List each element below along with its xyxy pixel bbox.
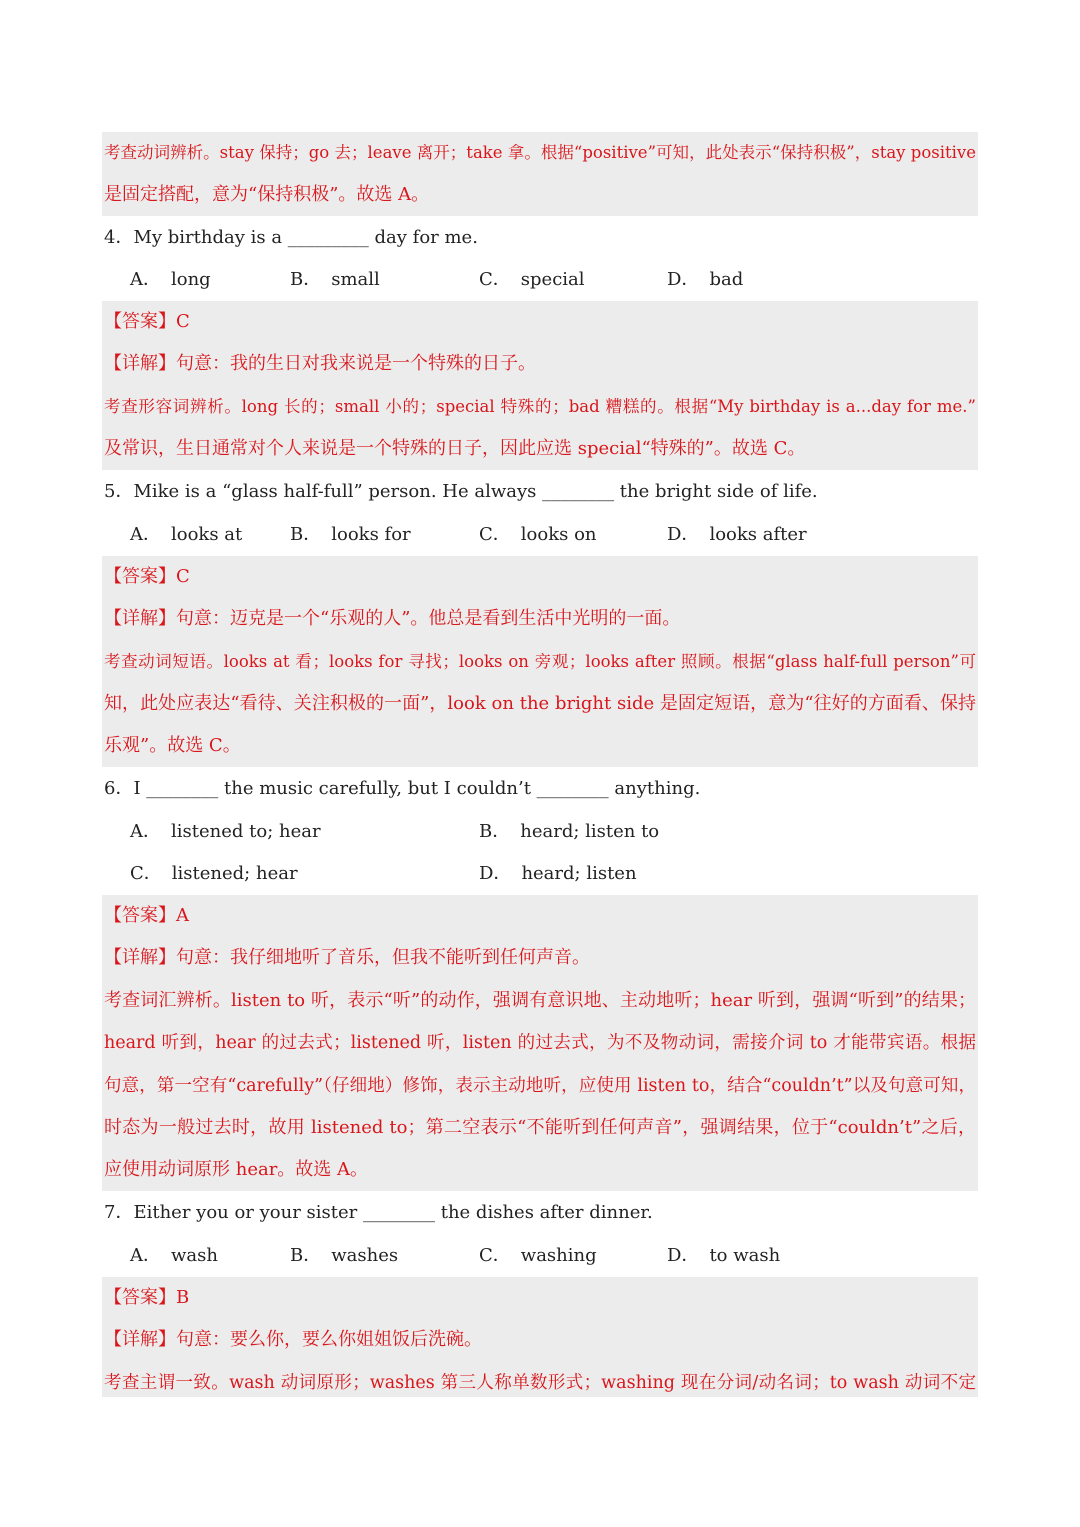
answer-tag: 【答案】: [104, 905, 176, 926]
q3-explain-line-1: 考查动词辨析。stay 保持；go 去；leave 离开；take 拿。根据“positive”可知，此处表示“保持积极”，stay positive: [104, 143, 976, 162]
detail-meaning: 句意：要么你，要么你姐姐饭后洗碗。: [176, 1329, 482, 1350]
detail-tag: 【详解】: [104, 353, 176, 374]
q5-explain-line-2: 知，此处应表达“看待、关注积极的一面”，look on the bright side 是固定短语，意为“往好的方面看、保持: [104, 693, 976, 714]
detail-tag: 【详解】: [104, 947, 176, 968]
answer-tag: 【答案】: [104, 566, 176, 587]
q6-option-c: C． listened; hear: [130, 863, 298, 884]
q6-answer: [104, 895, 976, 937]
q7-option-a: A． wash: [130, 1245, 218, 1266]
q7-option-d: D． to wash: [667, 1245, 781, 1266]
q7-option-b: B． washes: [290, 1245, 399, 1266]
q5-answer: [104, 556, 976, 598]
q7-detail: [104, 1319, 976, 1361]
q4-answer: [104, 301, 976, 343]
q4-option-a: A． long: [130, 269, 211, 290]
detail-meaning: 句意：迈克是一个“乐观的人”。他总是看到生活中光明的一面。: [176, 608, 681, 629]
q6-explain-line-1: 考查词汇辨析。listen to 听，表示“听”的动作，强调有意识地、主动地听；hear 听到，强调“听到”的结果；: [104, 990, 976, 1011]
q4-option-b: B． small: [290, 269, 380, 290]
q6-explain-line-5: 应使用动词原形 hear。故选 A。: [104, 1159, 369, 1180]
q5-option-d: D． looks after: [667, 524, 807, 545]
q6-explain-line-3: 句意，第一空有“carefully”（仔细地）修饰，表示主动地听，应使用 listen to，结合“couldn’t”以及句意可知，: [104, 1076, 976, 1096]
q4-detail: [104, 343, 976, 385]
q4-option-c: C． special: [479, 269, 585, 290]
detail-meaning: 句意：我仔细地听了音乐，但我不能听到任何声音。: [176, 947, 590, 968]
q5-option-b: B． looks for: [290, 524, 411, 545]
q6-option-b: B． heard; listen to: [479, 821, 660, 842]
q5-option-c: C． looks on: [479, 524, 597, 545]
answer-tag: 【答案】: [104, 311, 176, 332]
q6-option-d: D． heard; listen: [479, 863, 637, 884]
detail-tag: 【详解】: [104, 1329, 176, 1350]
q7-answer: [104, 1277, 976, 1319]
q6-stem: 6．I ________ the music carefully, but I couldn’t ________ anything.: [104, 778, 701, 799]
q4-option-d: D． bad: [667, 269, 744, 290]
q5-detail: [104, 598, 976, 640]
q6-detail: [104, 937, 976, 979]
q4-explain-line-2: 及常识，生日通常对个人来说是一个特殊的日子，因此应选 special“特殊的”。故选 C。: [104, 438, 806, 459]
answer-letter: A: [176, 905, 189, 926]
q5-stem: 5．Mike is a “glass half-full” person. He always ________ the bright side of life.: [104, 481, 818, 502]
detail-tag: 【详解】: [104, 608, 176, 629]
q4-explain-line-1: 考查形容词辨析。long 长的；small 小的；special 特殊的；bad 糟糕的。根据“My birthday is a...day for me.”: [104, 397, 976, 416]
q6-option-a: A． listened to; hear: [130, 821, 321, 842]
answer-letter: B: [176, 1287, 190, 1308]
q5-explain-line-1: 考查动词短语。looks at 看；looks for 寻找；looks on 旁观；looks after 照顾。根据“glass half-full person”可: [104, 652, 976, 671]
q3-explain-line-2: 是固定搭配，意为“保持积极”。故选 A。: [104, 184, 430, 205]
q5-explain-line-3: 乐观”。故选 C。: [104, 735, 241, 756]
answer-letter: C: [176, 566, 190, 587]
q6-explain-line-4: 时态为一般过去时，故用 listened to；第二空表示“不能听到任何声音”，强调结果，位于“couldn’t”之后，: [104, 1117, 976, 1138]
answer-letter: C: [176, 311, 190, 332]
q6-explain-line-2: heard 听到，hear 的过去式；listened 听，listen 的过去式，为不及物动词，需接介词 to 才能带宾语。根据: [104, 1033, 976, 1053]
q4-stem: 4．My birthday is a _________ day for me.: [104, 227, 478, 248]
q7-option-c: C． washing: [479, 1245, 597, 1266]
q7-explain-line-1: 考查主谓一致。wash 动词原形；washes 第三人称单数形式；washing 现在分词/动名词；to wash 动词不定: [104, 1373, 976, 1393]
q5-option-a: A． looks at: [130, 524, 243, 545]
answer-tag: 【答案】: [104, 1287, 176, 1308]
q7-stem: 7．Either you or your sister ________ the dishes after dinner.: [104, 1202, 653, 1223]
detail-meaning: 句意：我的生日对我来说是一个特殊的日子。: [176, 353, 536, 374]
